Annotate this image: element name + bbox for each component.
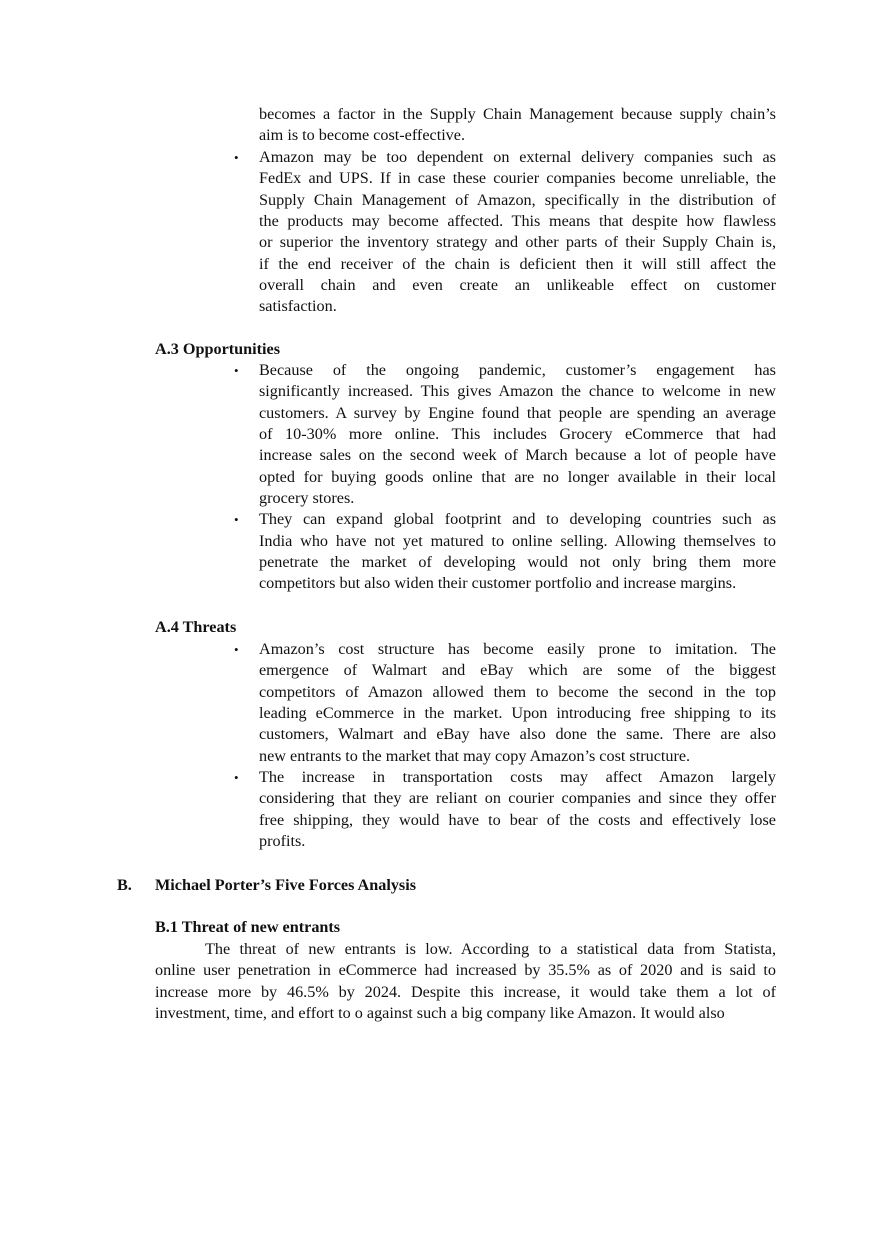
bullet-item [234, 639, 776, 767]
text-line: customers, Walmart and eBay have also done the same. There are also [259, 725, 776, 744]
threats-bullet-list [234, 639, 776, 852]
opportunities-bullet-list [234, 360, 776, 595]
text-line: aim is to become cost-effective. [259, 126, 466, 145]
weakness-bullet-list [234, 147, 776, 318]
heading-b1-threat-new-entrants: B.1 Threat of new entrants [155, 918, 341, 936]
section-b-number: B. [117, 876, 132, 894]
bullet-icon: • [234, 512, 239, 528]
text-line: profits. [259, 832, 306, 851]
text-line: overall chain and even create an unlikeable effect on customer [259, 276, 776, 295]
text-line: leading eCommerce in the market. Upon introducing free shipping to its [259, 704, 776, 723]
text-line: of 10-30% more online. This includes Grocery eCommerce that had [259, 425, 776, 444]
heading-a4-threats: A.4 Threats [155, 618, 237, 636]
text-line: India who have not yet matured to online selling. Allowing themselves to [259, 531, 776, 550]
text-line: online user penetration in eCommerce had increased by 35.5% as of 2020 and is said to [155, 961, 776, 980]
heading-a3-opportunities: A.3 Opportunities [155, 340, 281, 358]
text-line: competitors of Amazon allowed them to become the second in the top [259, 682, 776, 701]
heading-b-five-forces: Michael Porter’s Five Forces Analysis [155, 876, 417, 894]
text-line: Amazon may be too dependent on external delivery companies such as [259, 148, 776, 166]
text-line: emergence of Walmart and eBay which are some of the biggest [259, 661, 776, 680]
bullet-item [234, 767, 776, 852]
bullet-icon: • [234, 150, 239, 165]
text-line: FedEx and UPS. If in case these courier companies become unreliable, the [259, 169, 776, 188]
text-line: the products may become affected. This means that despite how flawless [259, 212, 776, 231]
b1-paragraph [155, 939, 776, 1024]
text-line: customers. A survey by Engine found that people are spending an average [259, 403, 776, 422]
bullet-icon: • [234, 363, 239, 378]
text-line: free shipping, they would have to bear of the costs and effectively lose [259, 810, 776, 829]
text-line: penetrate the market of developing would not only bring them more [259, 553, 776, 572]
text-line: considering that they are reliant on courier companies and since they offer [259, 789, 776, 808]
text-line: becomes a factor in the Supply Chain Management because supply chain’s [259, 105, 776, 123]
bullet-item [234, 147, 776, 318]
text-line: They can expand global footprint and to developing countries such as [259, 510, 776, 529]
text-line: opted for buying goods online that are no longer available in their local [259, 467, 776, 486]
text-line: The increase in transportation costs may affect Amazon largely [259, 768, 776, 787]
bullet-icon: • [234, 642, 239, 657]
text-line: satisfaction. [259, 297, 337, 316]
bullet-item [234, 360, 776, 509]
bullet-icon: • [234, 770, 239, 786]
text-line: Because of the ongoing pandemic, customer’s engagement has [259, 361, 776, 379]
text-line: competitors but also widen their customer portfolio and increase margins. [259, 574, 737, 593]
text-line: grocery stores. [259, 489, 355, 508]
text-line: increase sales on the second week of March because a lot of people have [259, 446, 776, 465]
text-line: or superior the inventory strategy and other parts of their Supply Chain is, [259, 233, 776, 252]
text-line: new entrants to the market that may copy Amazon’s cost structure. [259, 746, 691, 765]
text-line: investment, time, and effort to o against such a big company like Amazon. It would also [155, 1004, 725, 1023]
bullet-item [234, 509, 776, 594]
text-line: significantly increased. This gives Amazon the chance to welcome in new [259, 382, 776, 401]
continuation-text [259, 104, 776, 147]
text-line: if the end receiver of the chain is deficient then it will still affect the [259, 254, 776, 273]
text-line: Supply Chain Management of Amazon, specifically in the distribution of [259, 190, 776, 209]
text-line: increase more by 46.5% by 2024. Despite this increase, it would take them a lot of [155, 982, 776, 1001]
text-line: The threat of new entrants is low. According to a statistical data from Statista, [205, 940, 776, 958]
text-line: Amazon’s cost structure has become easily prone to imitation. The [259, 640, 776, 658]
